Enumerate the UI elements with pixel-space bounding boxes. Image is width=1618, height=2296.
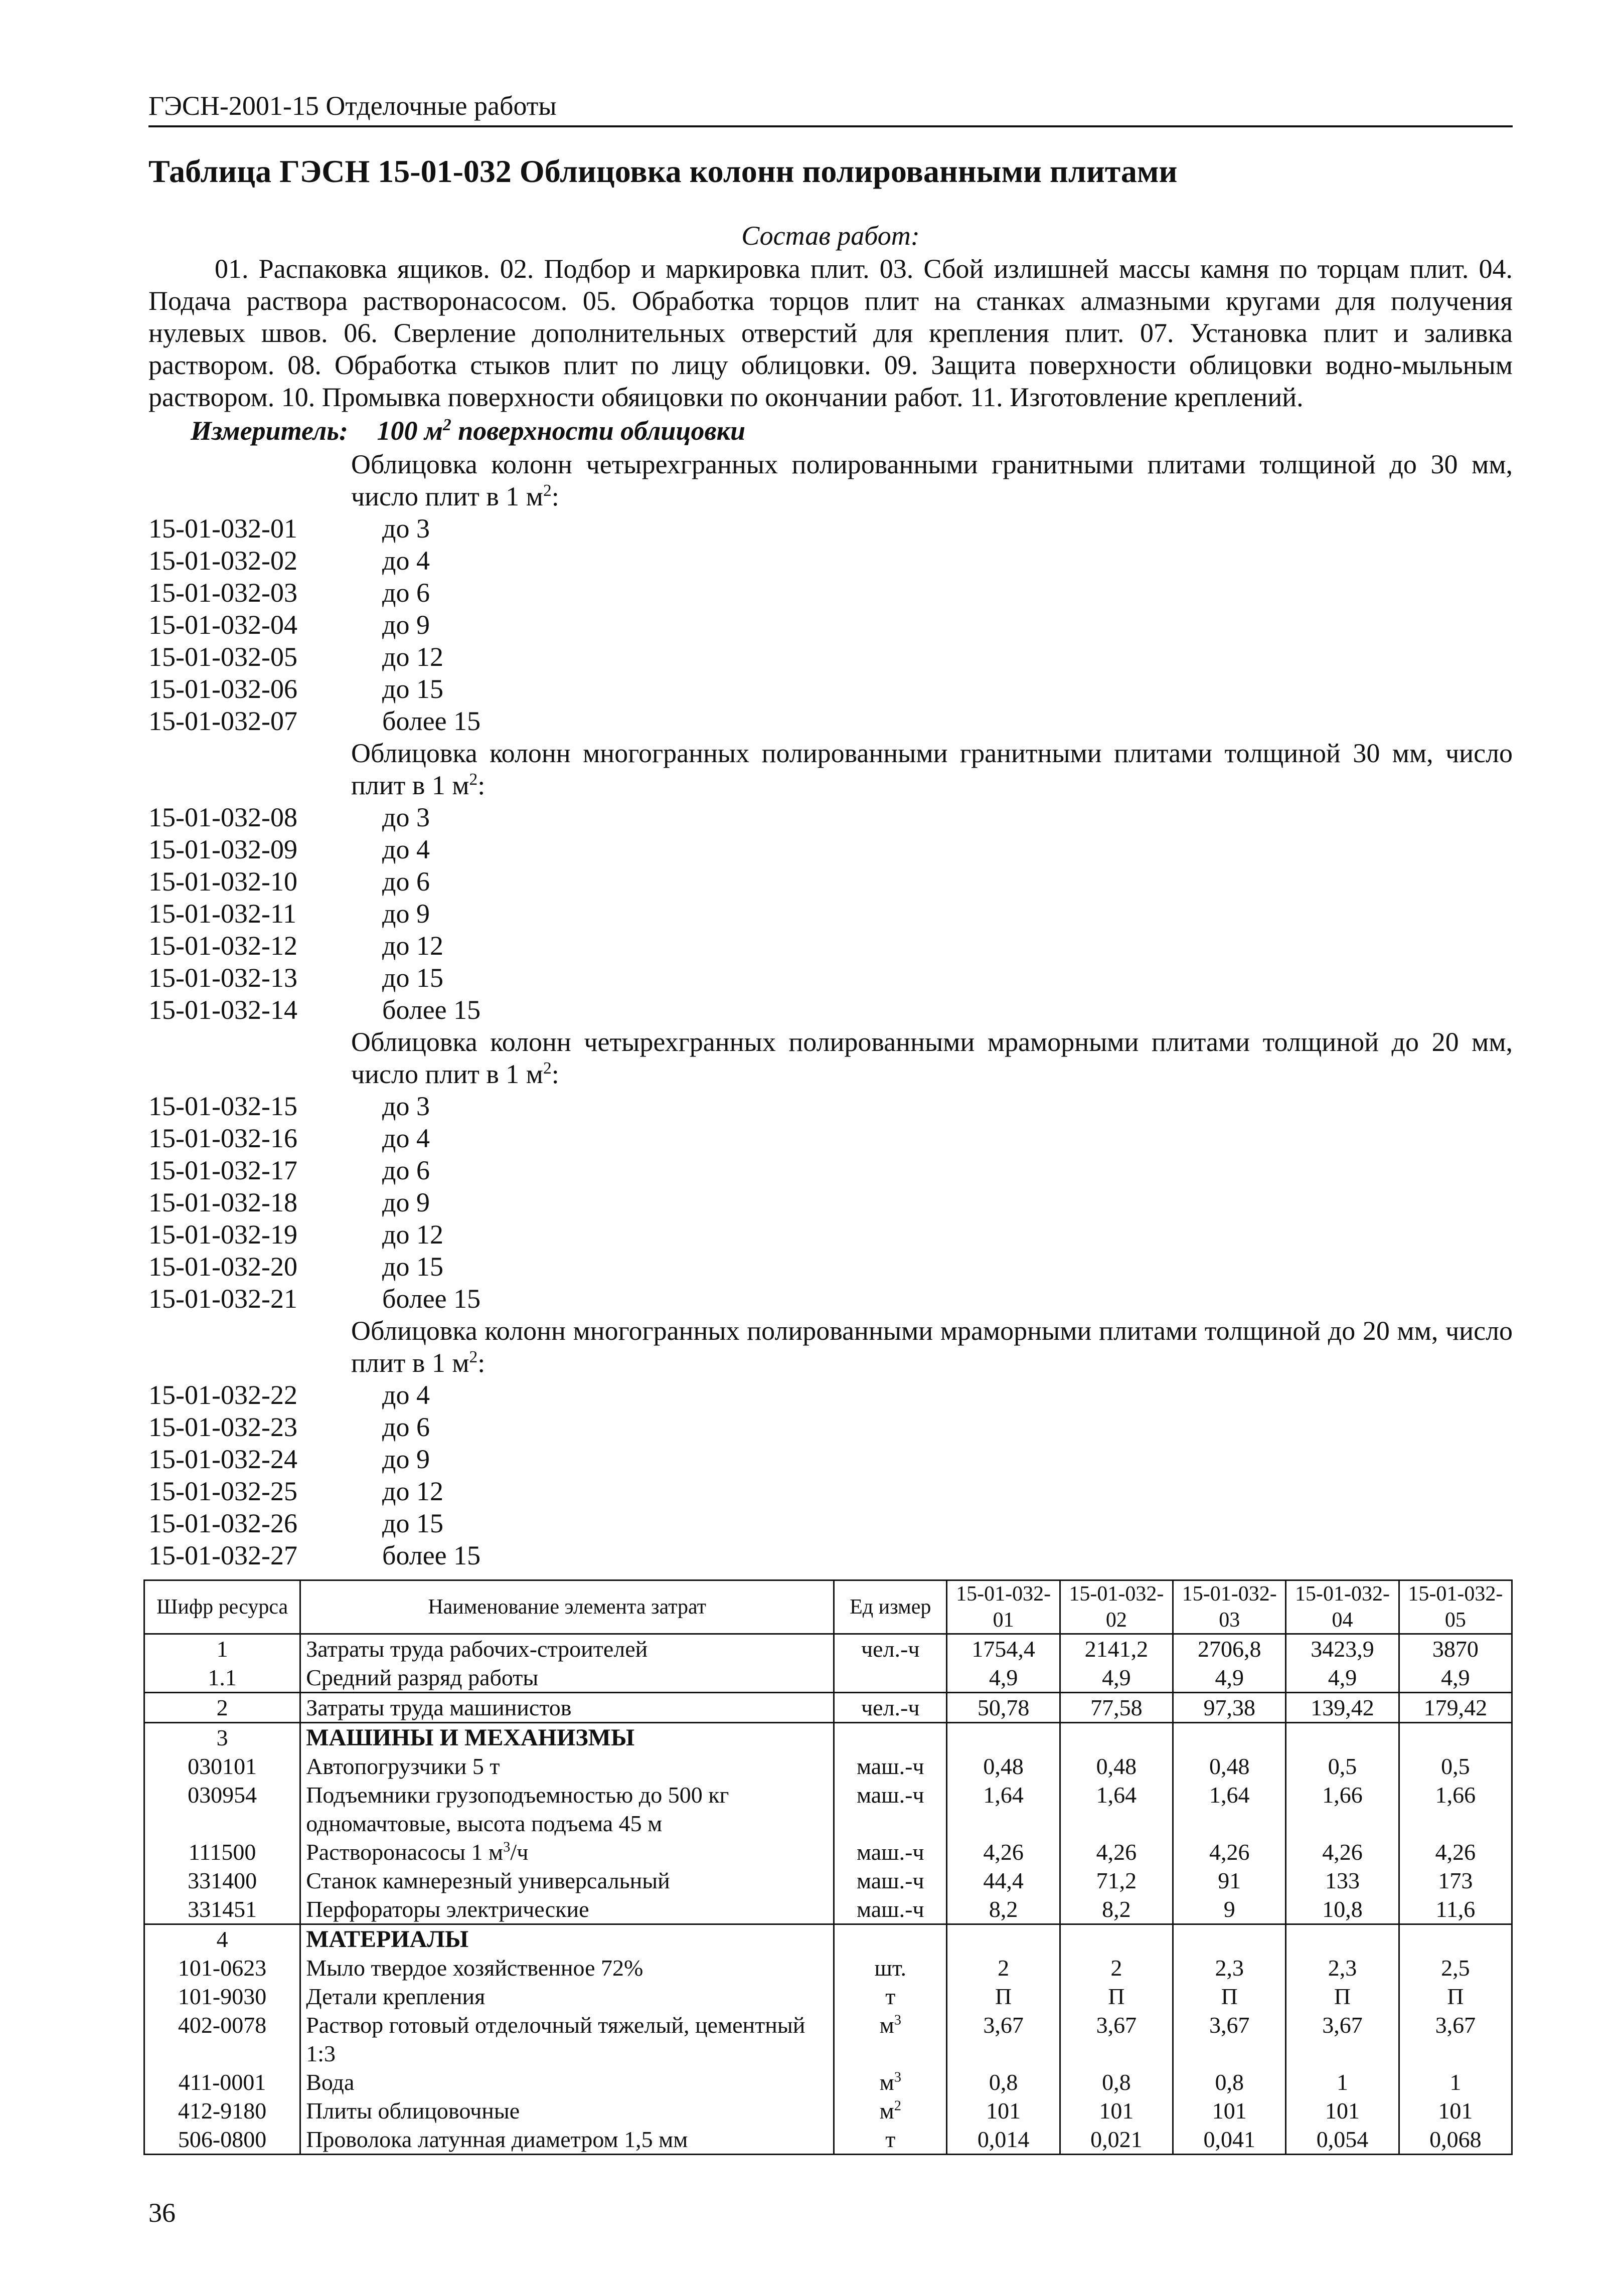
cell-unit: чел.-ч xyxy=(834,1693,947,1723)
cell-value: 4,9 xyxy=(1399,1663,1512,1693)
cell-value xyxy=(1286,1924,1399,1954)
item-code: 15-01-032-20 xyxy=(148,1252,297,1282)
list-item xyxy=(148,1379,1513,1411)
cell-value: 0,8 xyxy=(1173,2068,1286,2096)
running-head: ГЭСН-2001-15 Отделочные работы xyxy=(148,91,557,121)
work-groups xyxy=(148,448,1513,1571)
table-row xyxy=(144,1924,1512,1954)
cell-name: Детали крепления xyxy=(300,1982,834,2011)
cell-value: 2,3 xyxy=(1173,1954,1286,1982)
cell-value: П xyxy=(1286,1982,1399,2011)
list-item xyxy=(148,833,1513,865)
list-item xyxy=(148,1443,1513,1475)
list-item xyxy=(148,1283,1513,1315)
cell-value: 0,8 xyxy=(947,2068,1060,2096)
cell-value: 4,9 xyxy=(1286,1663,1399,1693)
cell-value: 1,66 xyxy=(1286,1781,1399,1838)
cell-code: 111500 xyxy=(144,1838,300,1866)
cell-value: 3,67 xyxy=(1060,2011,1173,2068)
cell-unit: $м^3$ xyxy=(834,2011,947,2068)
item-description: до 3 xyxy=(382,1091,430,1121)
cell-code: 030101 xyxy=(144,1752,300,1781)
item-code: 15-01-032-03 xyxy=(148,578,297,608)
cell-value: 133 xyxy=(1286,1866,1399,1895)
item-description: до 3 xyxy=(382,513,430,544)
page-number: 36 xyxy=(148,2198,176,2228)
cell-value: 4,9 xyxy=(1060,1663,1173,1693)
cell-value: 4,26 xyxy=(1399,1838,1512,1866)
list-item xyxy=(148,1218,1513,1251)
cell-value: 2 xyxy=(1060,1954,1173,1982)
composition-paragraph: 01. Распаковка ящиков. 02. Подбор и маркировка плит. 03. Сбой излишней массы камня по торцам плит. 04. Подача раствора растворонасосом. 05. Обработка торцов плит на станках алмазными кругами для получения нулевых швов. 06. Сверление дополнительных отверстий для крепления плит. 07. Установка плит и заливка раствором. 08. Обработка стыков плит по лицу облицовки. 09. Защита поверхности облицовки водно-мыльным раствором. 10. Промывка поверхности обяицовки по окончании работ. 11. Изготовление креплений. xyxy=(148,254,1513,412)
cell-value: 0,041 xyxy=(1173,2125,1286,2155)
cell-value: 0,48 xyxy=(1060,1752,1173,1781)
cell-name: Средний разряд работы xyxy=(300,1663,834,1693)
item-description: более 15 xyxy=(382,995,481,1025)
cell-unit: маш.-ч xyxy=(834,1781,947,1838)
list-item xyxy=(148,994,1513,1026)
cell-value: 1,64 xyxy=(1173,1781,1286,1838)
cell-value xyxy=(1060,1924,1173,1954)
header-cell: 15-01-032-04 xyxy=(1286,1580,1399,1634)
item-description: до 6 xyxy=(382,1155,430,1185)
item-code: 15-01-032-24 xyxy=(148,1444,297,1474)
cell-name: МАШИНЫ И МЕХАНИЗМЫ xyxy=(300,1723,834,1752)
table-row xyxy=(144,1723,1512,1752)
item-description: до 12 xyxy=(382,931,443,961)
cell-unit: т xyxy=(834,2125,947,2155)
cell-value: 2,3 xyxy=(1286,1954,1399,1982)
item-description: до 9 xyxy=(382,1187,430,1217)
cell-value: 0,021 xyxy=(1060,2125,1173,2155)
cell-code: 2 xyxy=(144,1693,300,1723)
table-row xyxy=(144,1663,1512,1693)
cell-unit: $м^2$ xyxy=(834,2096,947,2125)
cell-value: 0,068 xyxy=(1399,2125,1512,2155)
cell-value: П xyxy=(1399,1982,1512,2011)
item-code: 15-01-032-26 xyxy=(148,1508,297,1538)
list-item xyxy=(148,577,1513,609)
cell-value: 0,054 xyxy=(1286,2125,1399,2155)
cell-code: 030954 xyxy=(144,1781,300,1838)
cell-value: 173 xyxy=(1399,1866,1512,1895)
cell-value: 179,42 xyxy=(1399,1693,1512,1723)
cell-value: 0,48 xyxy=(1173,1752,1286,1781)
cell-code: 4 xyxy=(144,1924,300,1954)
group-description: Облицовка колонн четырехгранных полированными гранитными плитами толщиной до 30 мм, число плит в 1 $м^2$: xyxy=(351,449,1513,511)
cell-name: Вода xyxy=(300,2068,834,2096)
cell-name: Раствор готовый отделочный тяжелый, цементный 1:3 xyxy=(300,2011,834,2068)
cell-value xyxy=(1399,1723,1512,1752)
table-row xyxy=(144,2125,1512,2155)
item-code: 15-01-032-02 xyxy=(148,546,297,576)
composition-text xyxy=(148,253,1513,413)
item-description: до 15 xyxy=(382,963,443,993)
cell-unit: маш.-ч xyxy=(834,1895,947,1924)
table-row xyxy=(144,2068,1512,2096)
table-row xyxy=(144,2011,1512,2068)
item-description: до 3 xyxy=(382,802,430,832)
item-description: более 15 xyxy=(382,706,481,736)
item-description: до 6 xyxy=(382,578,430,608)
table-row xyxy=(144,1634,1512,1664)
cell-value: 0,5 xyxy=(1286,1752,1399,1781)
item-code: 15-01-032-27 xyxy=(148,1540,297,1570)
cell-code: 3 xyxy=(144,1723,300,1752)
item-code: 15-01-032-19 xyxy=(148,1219,297,1250)
item-code: 15-01-032-07 xyxy=(148,706,297,736)
cell-value: 44,4 xyxy=(947,1866,1060,1895)
cell-name: Проволока латунная диаметром 1,5 мм xyxy=(300,2125,834,2155)
cell-name: МАТЕРИАЛЫ xyxy=(300,1924,834,1954)
cell-value xyxy=(1399,1924,1512,1954)
list-item xyxy=(148,801,1513,833)
resource-table xyxy=(143,1579,1513,2155)
cell-name: Затраты труда рабочих-строителей xyxy=(300,1634,834,1664)
cell-value: 50,78 xyxy=(947,1693,1060,1723)
item-description: до 6 xyxy=(382,866,430,897)
item-code: 15-01-032-18 xyxy=(148,1187,297,1217)
cell-value: 9 xyxy=(1173,1895,1286,1924)
header-cell: 15-01-032-01 xyxy=(947,1580,1060,1634)
item-code: 15-01-032-08 xyxy=(148,802,297,832)
list-item xyxy=(148,930,1513,962)
cell-value: 3,67 xyxy=(1399,2011,1512,2068)
cell-value: 4,26 xyxy=(947,1838,1060,1866)
cell-value: 4,26 xyxy=(1286,1838,1399,1866)
cell-value: 2 xyxy=(947,1954,1060,1982)
cell-name: Растворонасосы 1 $м^3/ч$ xyxy=(300,1838,834,1866)
item-code: 15-01-032-05 xyxy=(148,642,297,672)
cell-value: 10,8 xyxy=(1286,1895,1399,1924)
list-item xyxy=(148,962,1513,994)
item-description: до 9 xyxy=(382,899,430,929)
item-description: до 12 xyxy=(382,1219,443,1250)
list-item xyxy=(148,1186,1513,1218)
cell-value: 71,2 xyxy=(1060,1866,1173,1895)
cell-unit: шт. xyxy=(834,1954,947,1982)
header-cell: Наименование элемента затрат xyxy=(300,1580,834,1634)
cell-value: 101 xyxy=(947,2096,1060,2125)
measure-line xyxy=(191,414,745,447)
list-item xyxy=(148,898,1513,930)
cell-value: 97,38 xyxy=(1173,1693,1286,1723)
cell-value: 0,014 xyxy=(947,2125,1060,2155)
table-body xyxy=(144,1634,1512,2155)
cell-value: П xyxy=(1060,1982,1173,2011)
item-code: 15-01-032-11 xyxy=(148,899,296,929)
item-code: 15-01-032-04 xyxy=(148,610,297,640)
list-item xyxy=(148,865,1513,898)
header-cell: Ед измер xyxy=(834,1580,947,1634)
list-item xyxy=(148,609,1513,641)
header-cell: 15-01-032-05 xyxy=(1399,1580,1512,1634)
list-item xyxy=(148,705,1513,737)
cell-name: Станок камнерезный универсальный xyxy=(300,1866,834,1895)
list-item xyxy=(148,641,1513,673)
item-description: до 9 xyxy=(382,610,430,640)
cell-value xyxy=(1286,1723,1399,1752)
header-cell: 15-01-032-02 xyxy=(1060,1580,1173,1634)
cell-code: 402-0078 xyxy=(144,2011,300,2068)
group-description: Облицовка колонн многогранных полированными мраморными плитами толщиной до 20 мм, число плит в 1 $м^2$: xyxy=(351,1316,1513,1378)
cell-value: 3,67 xyxy=(1286,2011,1399,2068)
list-item xyxy=(148,512,1513,545)
cell-unit: т xyxy=(834,1982,947,2011)
cell-code: 101-0623 xyxy=(144,1954,300,1982)
item-code: 15-01-032-09 xyxy=(148,834,297,864)
cell-value xyxy=(1060,1723,1173,1752)
composition-heading: Состав работ: xyxy=(741,221,920,251)
item-code: 15-01-032-22 xyxy=(148,1380,297,1410)
list-item xyxy=(148,1090,1513,1122)
item-description: до 15 xyxy=(382,1252,443,1282)
cell-value: 8,2 xyxy=(947,1895,1060,1924)
cell-value: 1 xyxy=(1286,2068,1399,2096)
header-cell: Шифр ресурса xyxy=(144,1580,300,1634)
item-description: до 15 xyxy=(382,674,443,704)
item-code: 15-01-032-23 xyxy=(148,1412,297,1442)
item-code: 15-01-032-25 xyxy=(148,1476,297,1506)
table-header-row xyxy=(144,1580,1512,1634)
cell-value: 4,9 xyxy=(947,1663,1060,1693)
cell-value xyxy=(947,1924,1060,1954)
item-code: 15-01-032-12 xyxy=(148,931,297,961)
item-code: 15-01-032-13 xyxy=(148,963,297,993)
item-code: 15-01-032-06 xyxy=(148,674,297,704)
header-cell: 15-01-032-03 xyxy=(1173,1580,1286,1634)
cell-value: 77,58 xyxy=(1060,1693,1173,1723)
cell-value: 91 xyxy=(1173,1866,1286,1895)
cell-value: 101 xyxy=(1173,2096,1286,2125)
cell-value: 3423,9 xyxy=(1286,1634,1399,1664)
cell-unit: $м^3$ xyxy=(834,2068,947,2096)
item-description: до 4 xyxy=(382,834,430,864)
item-code: 15-01-032-21 xyxy=(148,1284,297,1314)
list-item xyxy=(148,1411,1513,1443)
cell-name: Мыло твердое хозяйственное 72% xyxy=(300,1954,834,1982)
cell-value: 4,26 xyxy=(1060,1838,1173,1866)
cell-value xyxy=(1173,1924,1286,1954)
item-description: до 6 xyxy=(382,1412,430,1442)
cell-value: 2,5 xyxy=(1399,1954,1512,1982)
list-item xyxy=(148,1539,1513,1571)
cell-value xyxy=(1173,1723,1286,1752)
cell-value: 1,66 xyxy=(1399,1781,1512,1838)
item-description: до 15 xyxy=(382,1508,443,1538)
cell-code: 506-0800 xyxy=(144,2125,300,2155)
cell-value: 2706,8 xyxy=(1173,1634,1286,1664)
cell-value: 0,48 xyxy=(947,1752,1060,1781)
item-description: до 9 xyxy=(382,1444,430,1474)
cell-value: 3,67 xyxy=(1173,2011,1286,2068)
item-code: 15-01-032-14 xyxy=(148,995,297,1025)
cell-code: 412-9180 xyxy=(144,2096,300,2125)
cell-code: 1.1 xyxy=(144,1663,300,1693)
cell-code: 101-9030 xyxy=(144,1982,300,2011)
item-code: 15-01-032-10 xyxy=(148,866,297,897)
item-description: более 15 xyxy=(382,1284,481,1314)
cell-unit xyxy=(834,1663,947,1693)
header-rule xyxy=(148,125,1513,127)
table-row xyxy=(144,2096,1512,2125)
table-row xyxy=(144,1954,1512,1982)
item-code: 15-01-032-15 xyxy=(148,1091,297,1121)
item-description: до 4 xyxy=(382,546,430,576)
cell-name: Перфораторы электрические xyxy=(300,1895,834,1924)
cell-code: 411-0001 xyxy=(144,2068,300,2096)
list-item xyxy=(148,1507,1513,1539)
list-item xyxy=(148,545,1513,577)
list-item xyxy=(148,1475,1513,1507)
group-description: Облицовка колонн многогранных полированными гранитными плитами толщиной 30 мм, число плит в 1 $м^2$: xyxy=(351,738,1513,800)
item-code: 15-01-032-17 xyxy=(148,1155,297,1185)
measure-unit: 100 $м^2$ поверхности облицовки xyxy=(377,416,746,446)
cell-value: 0,8 xyxy=(1060,2068,1173,2096)
cell-unit xyxy=(834,1723,947,1752)
cell-unit: маш.-ч xyxy=(834,1838,947,1866)
cell-unit: чел.-ч xyxy=(834,1634,947,1664)
cell-value: 4,26 xyxy=(1173,1838,1286,1866)
item-code: 15-01-032-16 xyxy=(148,1123,297,1153)
cell-name: Плиты облицовочные xyxy=(300,2096,834,2125)
cell-unit xyxy=(834,1924,947,1954)
cell-value: 1,64 xyxy=(947,1781,1060,1838)
cell-code: 1 xyxy=(144,1634,300,1664)
cell-value: 11,6 xyxy=(1399,1895,1512,1924)
table-row xyxy=(144,1693,1512,1723)
cell-value: 2141,2 xyxy=(1060,1634,1173,1664)
cell-name: Затраты труда машинистов xyxy=(300,1693,834,1723)
cell-value: 8,2 xyxy=(1060,1895,1173,1924)
item-description: до 12 xyxy=(382,642,443,672)
cell-value: 101 xyxy=(1060,2096,1173,2125)
cell-value xyxy=(947,1723,1060,1752)
cell-value: 101 xyxy=(1286,2096,1399,2125)
table-row xyxy=(144,1895,1512,1924)
table-row xyxy=(144,1866,1512,1895)
cell-value: 4,9 xyxy=(1173,1663,1286,1693)
list-item xyxy=(148,1251,1513,1283)
item-code: 15-01-032-01 xyxy=(148,513,297,544)
cell-value: 139,42 xyxy=(1286,1693,1399,1723)
table-row xyxy=(144,1838,1512,1866)
group-description: Облицовка колонн четырехгранных полированными мраморными плитами толщиной до 20 мм, число плит в 1 $м^2$: xyxy=(351,1027,1513,1089)
item-description: до 12 xyxy=(382,1476,443,1506)
item-description: более 15 xyxy=(382,1540,481,1570)
item-description: до 4 xyxy=(382,1123,430,1153)
cell-unit: маш.-ч xyxy=(834,1866,947,1895)
table-row xyxy=(144,1752,1512,1781)
cell-code: 331451 xyxy=(144,1895,300,1924)
cell-value: 0,5 xyxy=(1399,1752,1512,1781)
cell-value: П xyxy=(947,1982,1060,2011)
cell-value: 3870 xyxy=(1399,1634,1512,1664)
cell-code: 331400 xyxy=(144,1866,300,1895)
list-item xyxy=(148,1154,1513,1186)
cell-value: 1 xyxy=(1399,2068,1512,2096)
list-item xyxy=(148,1122,1513,1154)
table-title: Таблица ГЭСН 15-01-032 Облицовка колонн полированными плитами xyxy=(148,153,1178,189)
cell-value: 1,64 xyxy=(1060,1781,1173,1838)
cell-name: Подъемники грузоподъемностью до 500 кг одномачтовые, высота подъема 45 м xyxy=(300,1781,834,1838)
table-row xyxy=(144,1781,1512,1838)
list-item xyxy=(148,673,1513,705)
measure-label: Измеритель: xyxy=(191,416,349,446)
cell-name: Автопогрузчики 5 т xyxy=(300,1752,834,1781)
cell-value: 101 xyxy=(1399,2096,1512,2125)
cell-unit: маш.-ч xyxy=(834,1752,947,1781)
item-description: до 4 xyxy=(382,1380,430,1410)
cell-value: 3,67 xyxy=(947,2011,1060,2068)
table-row xyxy=(144,1982,1512,2011)
cell-value: 1754,4 xyxy=(947,1634,1060,1664)
cell-value: П xyxy=(1173,1982,1286,2011)
